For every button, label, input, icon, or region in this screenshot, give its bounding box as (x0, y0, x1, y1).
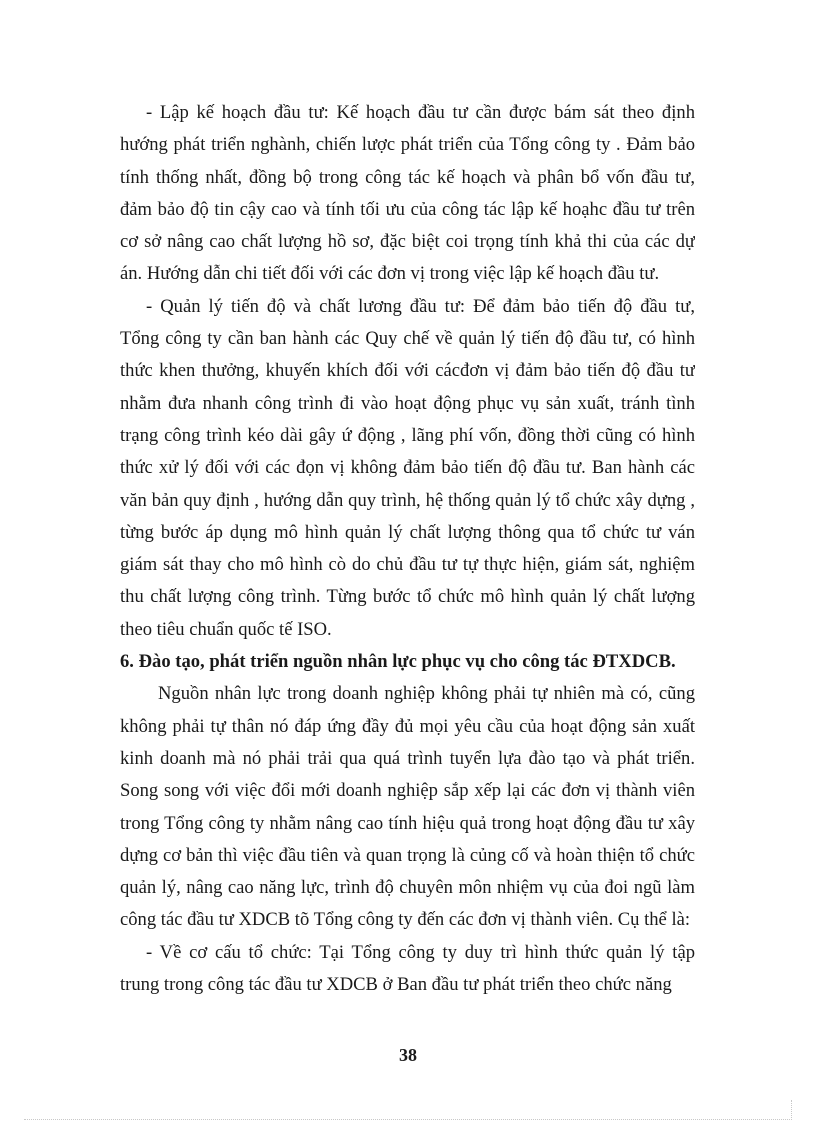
text-line: Nguồn nhân lực trong doanh nghiệp không phải tự nhiên mà có, cũng (158, 683, 695, 705)
text-line: án. Hướng dẫn chi tiết đối với các đơn vị trong việc lập kế hoạch đầu tư. (120, 263, 660, 285)
text-line: thức xử lý đối với các đọn vị không đảm bảo tiến độ đầu tư. Ban hành các (120, 457, 695, 479)
text-line: trung trong công tác đầu tư XDCB ở Ban đầu tư phát triển theo chức năng (120, 974, 672, 996)
text-line: theo tiêu chuẩn quốc tế ISO. (120, 618, 332, 640)
text-line: tính thống nhất, đồng bộ trong công tác kế hoạch và phân bổ vốn đầu tư, (120, 166, 695, 188)
text-line: - Lập kế hoạch đầu tư: Kế hoạch đầu tư cần được bám sát theo định (146, 102, 695, 123)
text-line: kinh doanh mà nó phải trải qua quá trình tuyển lựa đào tạo và phát triển. (120, 747, 695, 769)
text-line: Tổng công ty cần ban hành các Quy chế về quản lý tiến độ đầu tư, có hình (120, 328, 695, 350)
text-line: trạng công trình kéo dài gây ứ động , lãng phí vốn, đồng thời cũng có hình (120, 424, 695, 446)
text-line: - Về cơ cấu tổ chức: Tại Tổng công ty duy trì hình thức quản lý tập (146, 941, 695, 963)
text-line: từng bước áp dụng mô hình quản lý chất lượng thông qua tổ chức tư ván (120, 521, 695, 543)
text-line: Song song với việc đổi mới doanh nghiệp sắp xếp lại các đơn vị thành viên (120, 780, 695, 802)
text-line: - Quản lý tiến độ và chất lương đầu tư: Để đảm bảo tiến độ đầu tư, (146, 295, 695, 317)
page-number: 38 (399, 1045, 417, 1065)
bottom-dotted-rule (24, 1119, 792, 1120)
text-line: văn bản quy định , hướng dẫn quy trình, hệ thống quản lý tổ chức xây dựng , (120, 489, 695, 511)
text-line: thu chất lượng công trình. Từng bước tổ chức mô hình quản lý chất lượng (120, 586, 695, 608)
text-line: công tác đầu tư XDCB tõ Tổng công ty đến các đơn vị thành viên. Cụ thể là: (120, 909, 691, 931)
text-line: không phải tự thân nó đáp ứng đầy đủ mọi yêu cầu của hoạt động sản xuất (120, 715, 695, 737)
text-line: đảm bảo độ tin cậy cao và tính tối ưu của công tác lập kế hoạhc đầu tư trên (120, 198, 695, 220)
text-line: quản lý, nâng cao năng lực, trình độ chuyên môn nhiệm vụ của đoi ngũ làm (120, 877, 695, 899)
text-line: hướng phát triển nghành, chiến lược phát triển của Tổng công ty . Đảm bảo (120, 134, 695, 156)
text-line: giám sát thay cho mô hình cò do chủ đầu tư tự thực hiện, giám sát, nghiệm (120, 554, 695, 576)
text-line: cơ sở nâng cao chất lượng hồ sơ, đặc biệt coi trọng tính khả thi của các dự (120, 231, 695, 253)
text-line: dựng cơ bản thì việc đầu tiên và quan trọng là củng cố và hoàn thiện tổ chức (120, 844, 695, 866)
corner-dotted-rule (791, 1100, 792, 1120)
text-line: trong Tổng công ty nhằm nâng cao tính hiệu quả trong hoạt động đầu tư xây (120, 812, 695, 834)
text-line: nhằm đưa nhanh công trình đi vào hoạt động phục vụ sản xuất, tránh tình (120, 392, 695, 414)
document-body (120, 97, 695, 1001)
section-heading: 6. Đào tạo, phát triển nguồn nhân lực phục vụ cho công tác ĐTXDCB. (120, 651, 676, 673)
text-line: thức khen thưởng, khuyến khích đối với cácđơn vị đảm bảo tiến độ đầu tư (120, 360, 695, 382)
